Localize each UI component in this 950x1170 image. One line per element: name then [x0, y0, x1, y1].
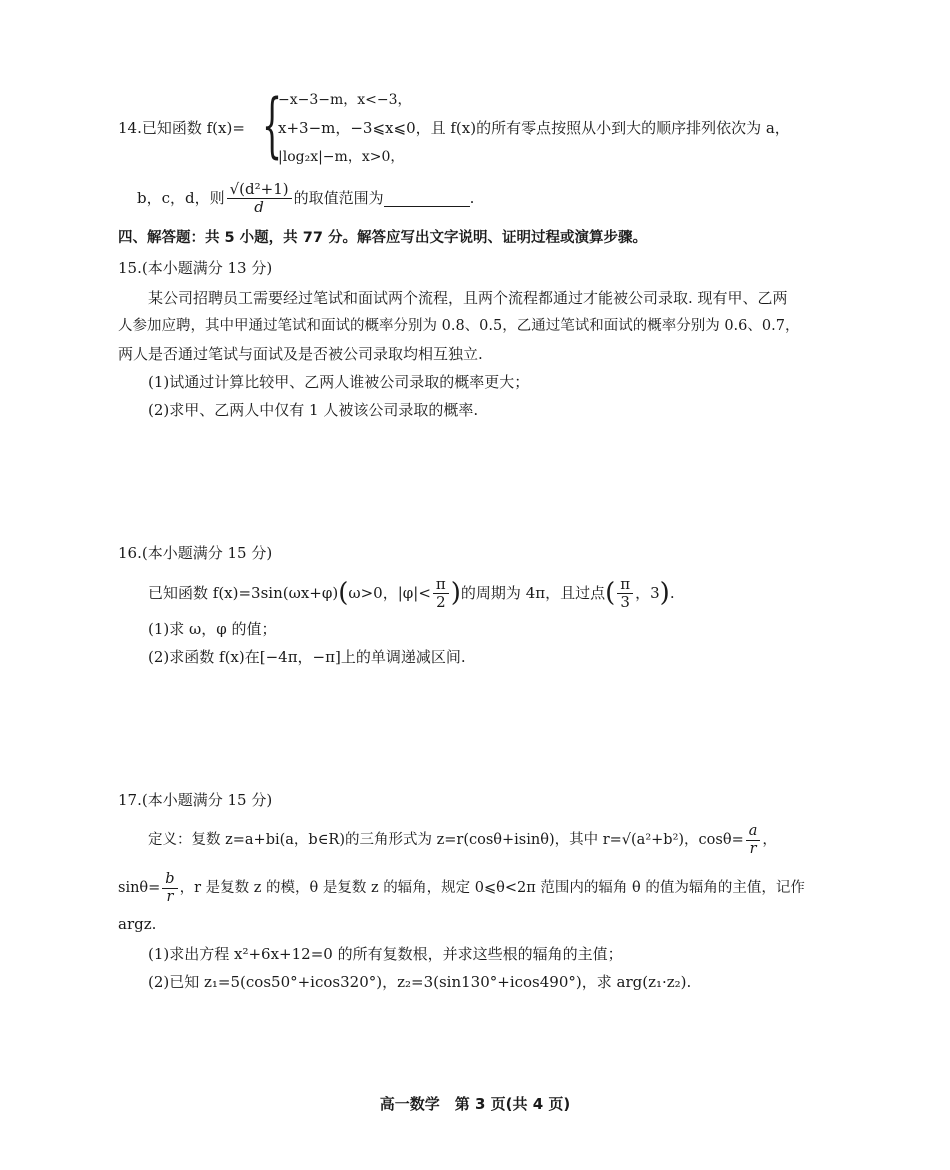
- q16-s4: ，3: [635, 584, 660, 602]
- q16-statement: [148, 571, 675, 615]
- q14-frac-num: √(d²+1): [227, 181, 292, 199]
- q17-definition-2: [118, 866, 805, 910]
- q15-part-1: (1)试通过计算比较甲、乙两人谁被公司录取的概率更大；: [148, 373, 530, 391]
- q17-part-2: (2)已知 z₁=5(cos50°+icos320°)，z₂=3(sin130°+icos490°)，求 arg(z₁·z₂).: [148, 973, 692, 991]
- q14-piece-2: x+3−m，−3⩽x⩽0，且 f(x)的所有零点按照从小到大的顺序排列依次为 a，: [278, 119, 790, 137]
- q17-fraction-b-r: [162, 871, 177, 906]
- q16-part-1: (1)求 ω，φ 的值；: [148, 620, 277, 638]
- q17-sin-prefix: sinθ=: [118, 880, 161, 896]
- q14-line-2: [137, 178, 474, 218]
- q15-header: 15.(本小题满分 13 分): [118, 259, 273, 277]
- q17-d1: 定义：复数 z=a+bi(a，b∈R)的三角形式为 z=r(cosθ+isinθ)，其中 r=√(a²+b²)，cosθ=: [148, 832, 744, 848]
- q14-piece-1: −x−3−m，x<−3，: [278, 92, 412, 108]
- frac-num-b: b: [162, 871, 177, 889]
- piecewise-brace: {: [262, 84, 283, 166]
- q14-line2-suffix: 的取值范围为: [293, 189, 384, 207]
- q14-piece-3: |log₂x|−m，x>0，: [278, 149, 405, 165]
- q16-s2: ω>0，|φ|<: [348, 584, 431, 602]
- paren-close-2: ): [659, 578, 670, 608]
- q15-text-3: 两人是否通过笔试与面试及是否被公司录取均相互独立.: [118, 345, 483, 363]
- frac-den-3: 3: [620, 592, 630, 611]
- q17-header: 17.(本小题满分 15 分): [118, 791, 273, 809]
- q17-fraction-a-r: [746, 823, 761, 858]
- page-footer: 高一数学 第 3 页(共 4 页): [379, 1095, 571, 1113]
- frac-den-r-2: r: [166, 888, 174, 905]
- paren-close: ): [450, 578, 461, 608]
- q16-fraction-pi-3: [617, 576, 633, 611]
- frac-num-a: a: [746, 823, 761, 841]
- q15-text-1: 某公司招聘员工需要经过笔试和面试两个流程，且两个流程都通过才能被公司录取. 现有甲、乙两: [148, 289, 788, 307]
- q17-comma: ，: [762, 832, 777, 848]
- q17-definition-1: [148, 818, 777, 862]
- q17-part-1: (1)求出方程 x²+6x+12=0 的所有复数根，并求这些根的辐角的主值；: [148, 945, 623, 963]
- q16-header: 16.(本小题满分 15 分): [118, 544, 273, 562]
- q14-fraction: [227, 181, 292, 216]
- frac-den-2: 2: [436, 592, 446, 611]
- paren-open: (: [338, 578, 349, 608]
- frac-den-r: r: [749, 840, 757, 857]
- q14-frac-den: d: [254, 197, 264, 216]
- paren-open-2: (: [605, 578, 616, 608]
- q16-s1: 已知函数 f(x)=3sin(ωx+φ): [148, 584, 339, 602]
- q16-s3: 的周期为 4π，且过点: [460, 584, 606, 602]
- q16-s5: .: [669, 584, 675, 602]
- frac-num-pi-2: π: [617, 576, 633, 594]
- q15-text-2: 人参加应聘，其中甲通过笔试和面试的概率分别为 0.8、0.5，乙通过笔试和面试的概率分别为 0.6、0.7，: [118, 318, 800, 334]
- q16-part-2: (2)求函数 f(x)在[−4π，−π]上的单调递减区间.: [148, 648, 466, 666]
- section-heading: 四、解答题：共 5 小题，共 77 分。解答应写出文字说明、证明过程或演算步骤。: [118, 230, 647, 246]
- q14-line2-prefix: b，c，d，则: [137, 189, 225, 207]
- q14-line2-end: .: [469, 189, 475, 207]
- frac-num-pi: π: [433, 576, 449, 594]
- q17-definition-3: argz.: [118, 915, 157, 933]
- q17-d2: ，r 是复数 z 的模，θ 是复数 z 的辐角，规定 0⩽θ<2π 范围内的辐角 θ 的值为辐角的主值，记作: [179, 880, 805, 896]
- q15-part-2: (2)求甲、乙两人中仅有 1 人被该公司录取的概率.: [148, 401, 479, 419]
- answer-blank[interactable]: [384, 190, 470, 207]
- q14-prefix: 14.已知函数 f(x)=: [118, 119, 245, 137]
- q16-fraction-pi-2: [433, 576, 449, 611]
